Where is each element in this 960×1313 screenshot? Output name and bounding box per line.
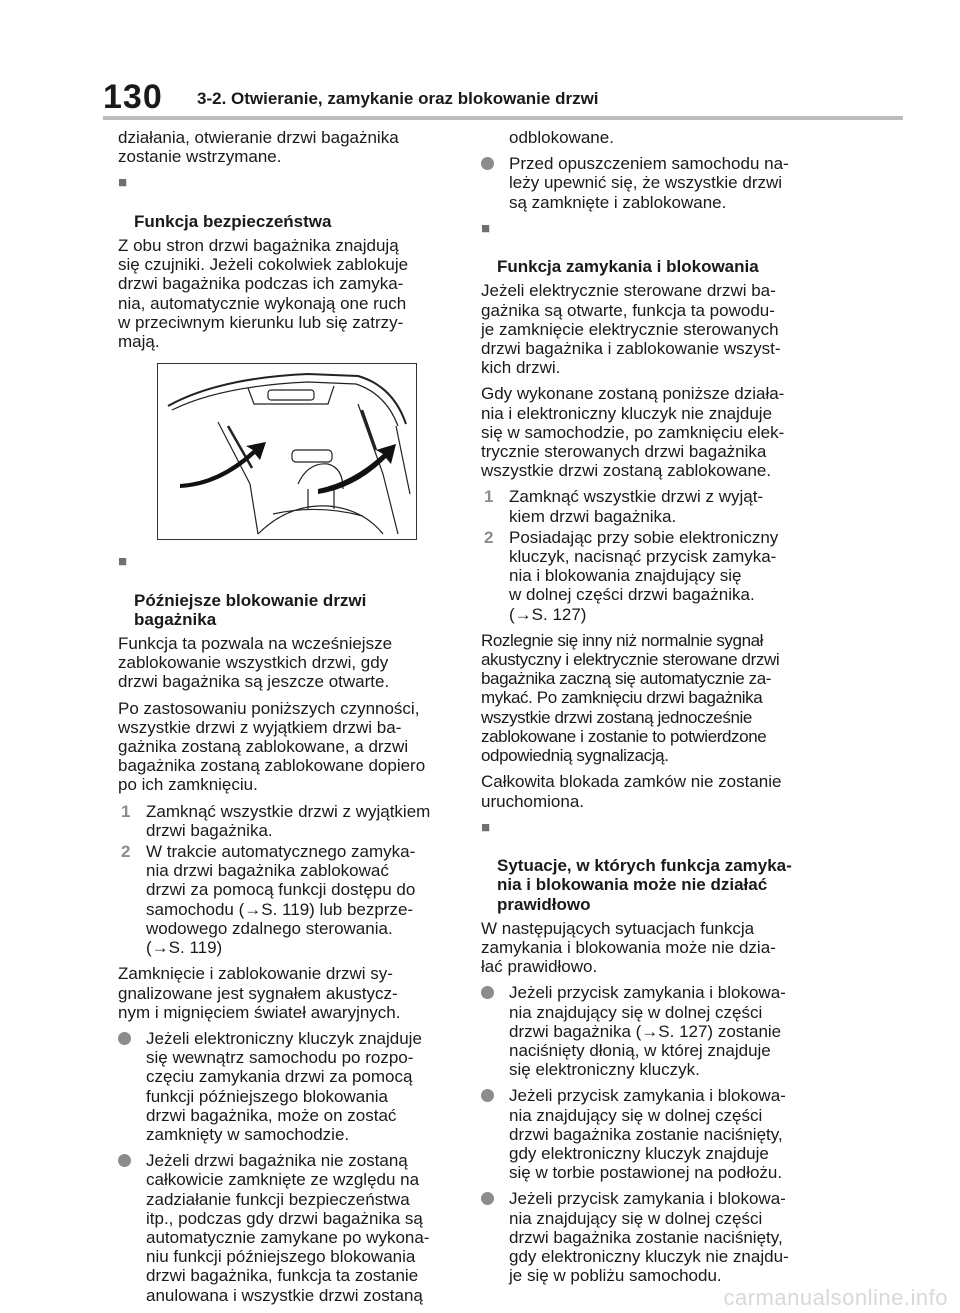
bullet-item [118, 1029, 454, 1144]
bullet-text: Jeżeli elektroniczny kluczyk znajduje się wewnątrz samochodu po rozpo- częciu zamykania drzwi za pomocą funkcji późniejszego blokowania drzwi bagażnika, może on zostać zamknięty w samochodzie. [146, 1028, 422, 1144]
circle-bullet-icon [118, 1154, 131, 1167]
step-item [481, 528, 817, 624]
section-heading [481, 818, 817, 914]
step-number: 1 [484, 487, 494, 507]
square-bullet-icon: ■ [481, 818, 491, 836]
step-text: Zamknąć wszystkie drzwi z wyjąt- kiem drzwi bagażnika. [509, 487, 764, 526]
paragraph: odblokowane. [509, 128, 614, 147]
section-heading [118, 552, 454, 629]
square-bullet-icon: ■ [118, 553, 128, 571]
step-number: 2 [484, 527, 494, 547]
step-text: Zamknąć wszystkie drzwi z wyjątkiem drzwi bagażnika. [146, 801, 431, 840]
circle-bullet-icon [118, 1032, 131, 1045]
bullet-item [481, 983, 817, 1079]
paragraph: Funkcja ta pozwala na wcześniejsze zablokowanie wszystkich drzwi, gdy drzwi bagażnika są jeszcze otwarte. [118, 634, 393, 692]
bullet-text: Jeżeli przycisk zamykania i blokowa- nia znajdujący się w dolnej części drzwi bagażnika zostanie naciśnięty, gdy elektroniczny kluczyk nie znajdu- je się w pobliżu samochodu. [509, 1189, 789, 1286]
paragraph: Rozlegnie się inny niż normalnie sygnał akustyczny i elektrycznie sterowane drzwi bagażnika zaczną się automatycznie za- mykać. Po zamknięciu drzwi bagażnika wszystkie drzwi zostaną jednocześnie zablokowane i zostanie to potwierdzone odpowiednią sygnalizacją. [481, 630, 780, 766]
paragraph: Jeżeli elektrycznie sterowane drzwi ba- gażnika są otwarte, funkcja ta powodu- je zamknięcie elektrycznie sterowanych drzwi bagażnika i zablokowanie wszyst- kich drzwi. [481, 281, 781, 378]
bullet-text: Jeżeli przycisk zamykania i blokowa- nia znajdujący się w dolnej części drzwi bagażnika (→S. 127) zostanie naciśnięty dłonią, w której znajduje się elektroniczny kluczyk. [509, 983, 786, 1080]
bullet-text: Jeżeli przycisk zamykania i blokowa- nia znajdujący się w dolnej części drzwi bagażnika zostanie naciśnięty, gdy elektroniczny kluczyk znajduje się w torbie postawionej na podłożu. [509, 1086, 786, 1183]
bullet-item [481, 1189, 817, 1285]
heading-text: Funkcja bezpieczeństwa [134, 211, 332, 231]
step-text: W trakcie automatycznego zamyka- nia drzwi bagażnika zablokować drzwi za pomocą funkcji dostępu do samochodu (→S. 119) lub bezprze- wodowego zdalnego sterowania. (→S. 119) [146, 842, 416, 958]
section-title: 3-2. Otwieranie, zamykanie oraz blokowanie drzwi [197, 89, 599, 108]
tailgate-illustration [157, 363, 417, 540]
step-item [118, 802, 454, 840]
step-item [481, 487, 817, 525]
section-heading [118, 173, 454, 231]
page-number: 130 [103, 78, 163, 116]
step-item [118, 842, 454, 957]
tailgate-drawing [158, 364, 416, 539]
paragraph: Z obu stron drzwi bagażnika znajdują się czujniki. Jeżeli cokolwiek zablokuje drzwi bagażnika podczas ich zamyka- nia, automatycznie wykonają one ruch w przeciwnym kierunku lub się zatrzy- mają. [118, 236, 409, 352]
paragraph: działania, otwieranie drzwi bagażnika zostanie wstrzymane. [118, 128, 399, 167]
heading-text: Późniejsze blokowanie drzwi bagażnika [134, 590, 367, 629]
paragraph: W następujących sytuacjach funkcja zamykania i blokowania może nie dzia- łać prawidłowo. [481, 918, 776, 977]
right-column [481, 128, 817, 1292]
step-number: 2 [121, 842, 131, 862]
heading-text: Sytuacje, w których funkcja zamyka- nia i blokowania może nie działać prawidłowo [497, 856, 792, 914]
paragraph: Zamknięcie i zablokowanie drzwi sy- gnalizowane jest sygnałem akustycz- nym i mignięciem świateł awaryjnych. [118, 964, 401, 1022]
circle-bullet-icon [481, 157, 494, 170]
paragraph: Gdy wykonane zostaną poniższe działa- nia i elektroniczny kluczyk nie znajduje się w samochodzie, po zamknięciu elek- trycznie sterowanych drzwi bagażnika wszystkie drzwi zostaną zablokowane. [481, 384, 785, 481]
paragraph: Po zastosowaniu poniższych czynności, wszystkie drzwi z wyjątkiem drzwi ba- gażnika zostaną zablokowane, a drzwi bagażnika zostaną zablokowane dopiero po ich zamknięciu. [118, 698, 426, 795]
step-text: Posiadając przy sobie elektroniczny kluczyk, nacisnąć przycisk zamyka- nia i blokowania znajdujący się w dolnej części drzwi bagażnika. (→S. 127) [509, 527, 779, 624]
header-rule [103, 116, 903, 120]
section-heading [481, 219, 817, 277]
paragraph: Całkowita blokada zamków nie zostanie uruchomiona. [481, 772, 782, 811]
circle-bullet-icon [481, 1192, 494, 1205]
bullet-text: Jeżeli drzwi bagażnika nie zostaną całkowicie zamknięte ze względu na zadziałanie funkcji bezpieczeństwa itp., podczas gdy drzwi bagażnika są automatycznie zamykane po wykona- niu funkcji późniejszego blokowania drzwi bagażnika, funkcja ta zostanie anulowana i wszystkie drzwi zostaną [146, 1151, 430, 1305]
bullet-item [118, 1151, 454, 1305]
bullet-text: Przed opuszczeniem samochodu na- leży upewnić się, że wszystkie drzwi są zamknięte i zablokowane. [509, 154, 789, 212]
square-bullet-icon: ■ [118, 174, 128, 192]
square-bullet-icon: ■ [481, 219, 491, 237]
bullet-item [481, 154, 817, 212]
heading-text: Funkcja zamykania i blokowania [497, 257, 759, 277]
circle-bullet-icon [481, 986, 494, 999]
left-column [118, 128, 454, 1312]
watermark: carmanualsonline.info [723, 1285, 948, 1310]
circle-bullet-icon [481, 1089, 494, 1102]
bullet-item [481, 1086, 817, 1182]
step-number: 1 [121, 801, 131, 821]
